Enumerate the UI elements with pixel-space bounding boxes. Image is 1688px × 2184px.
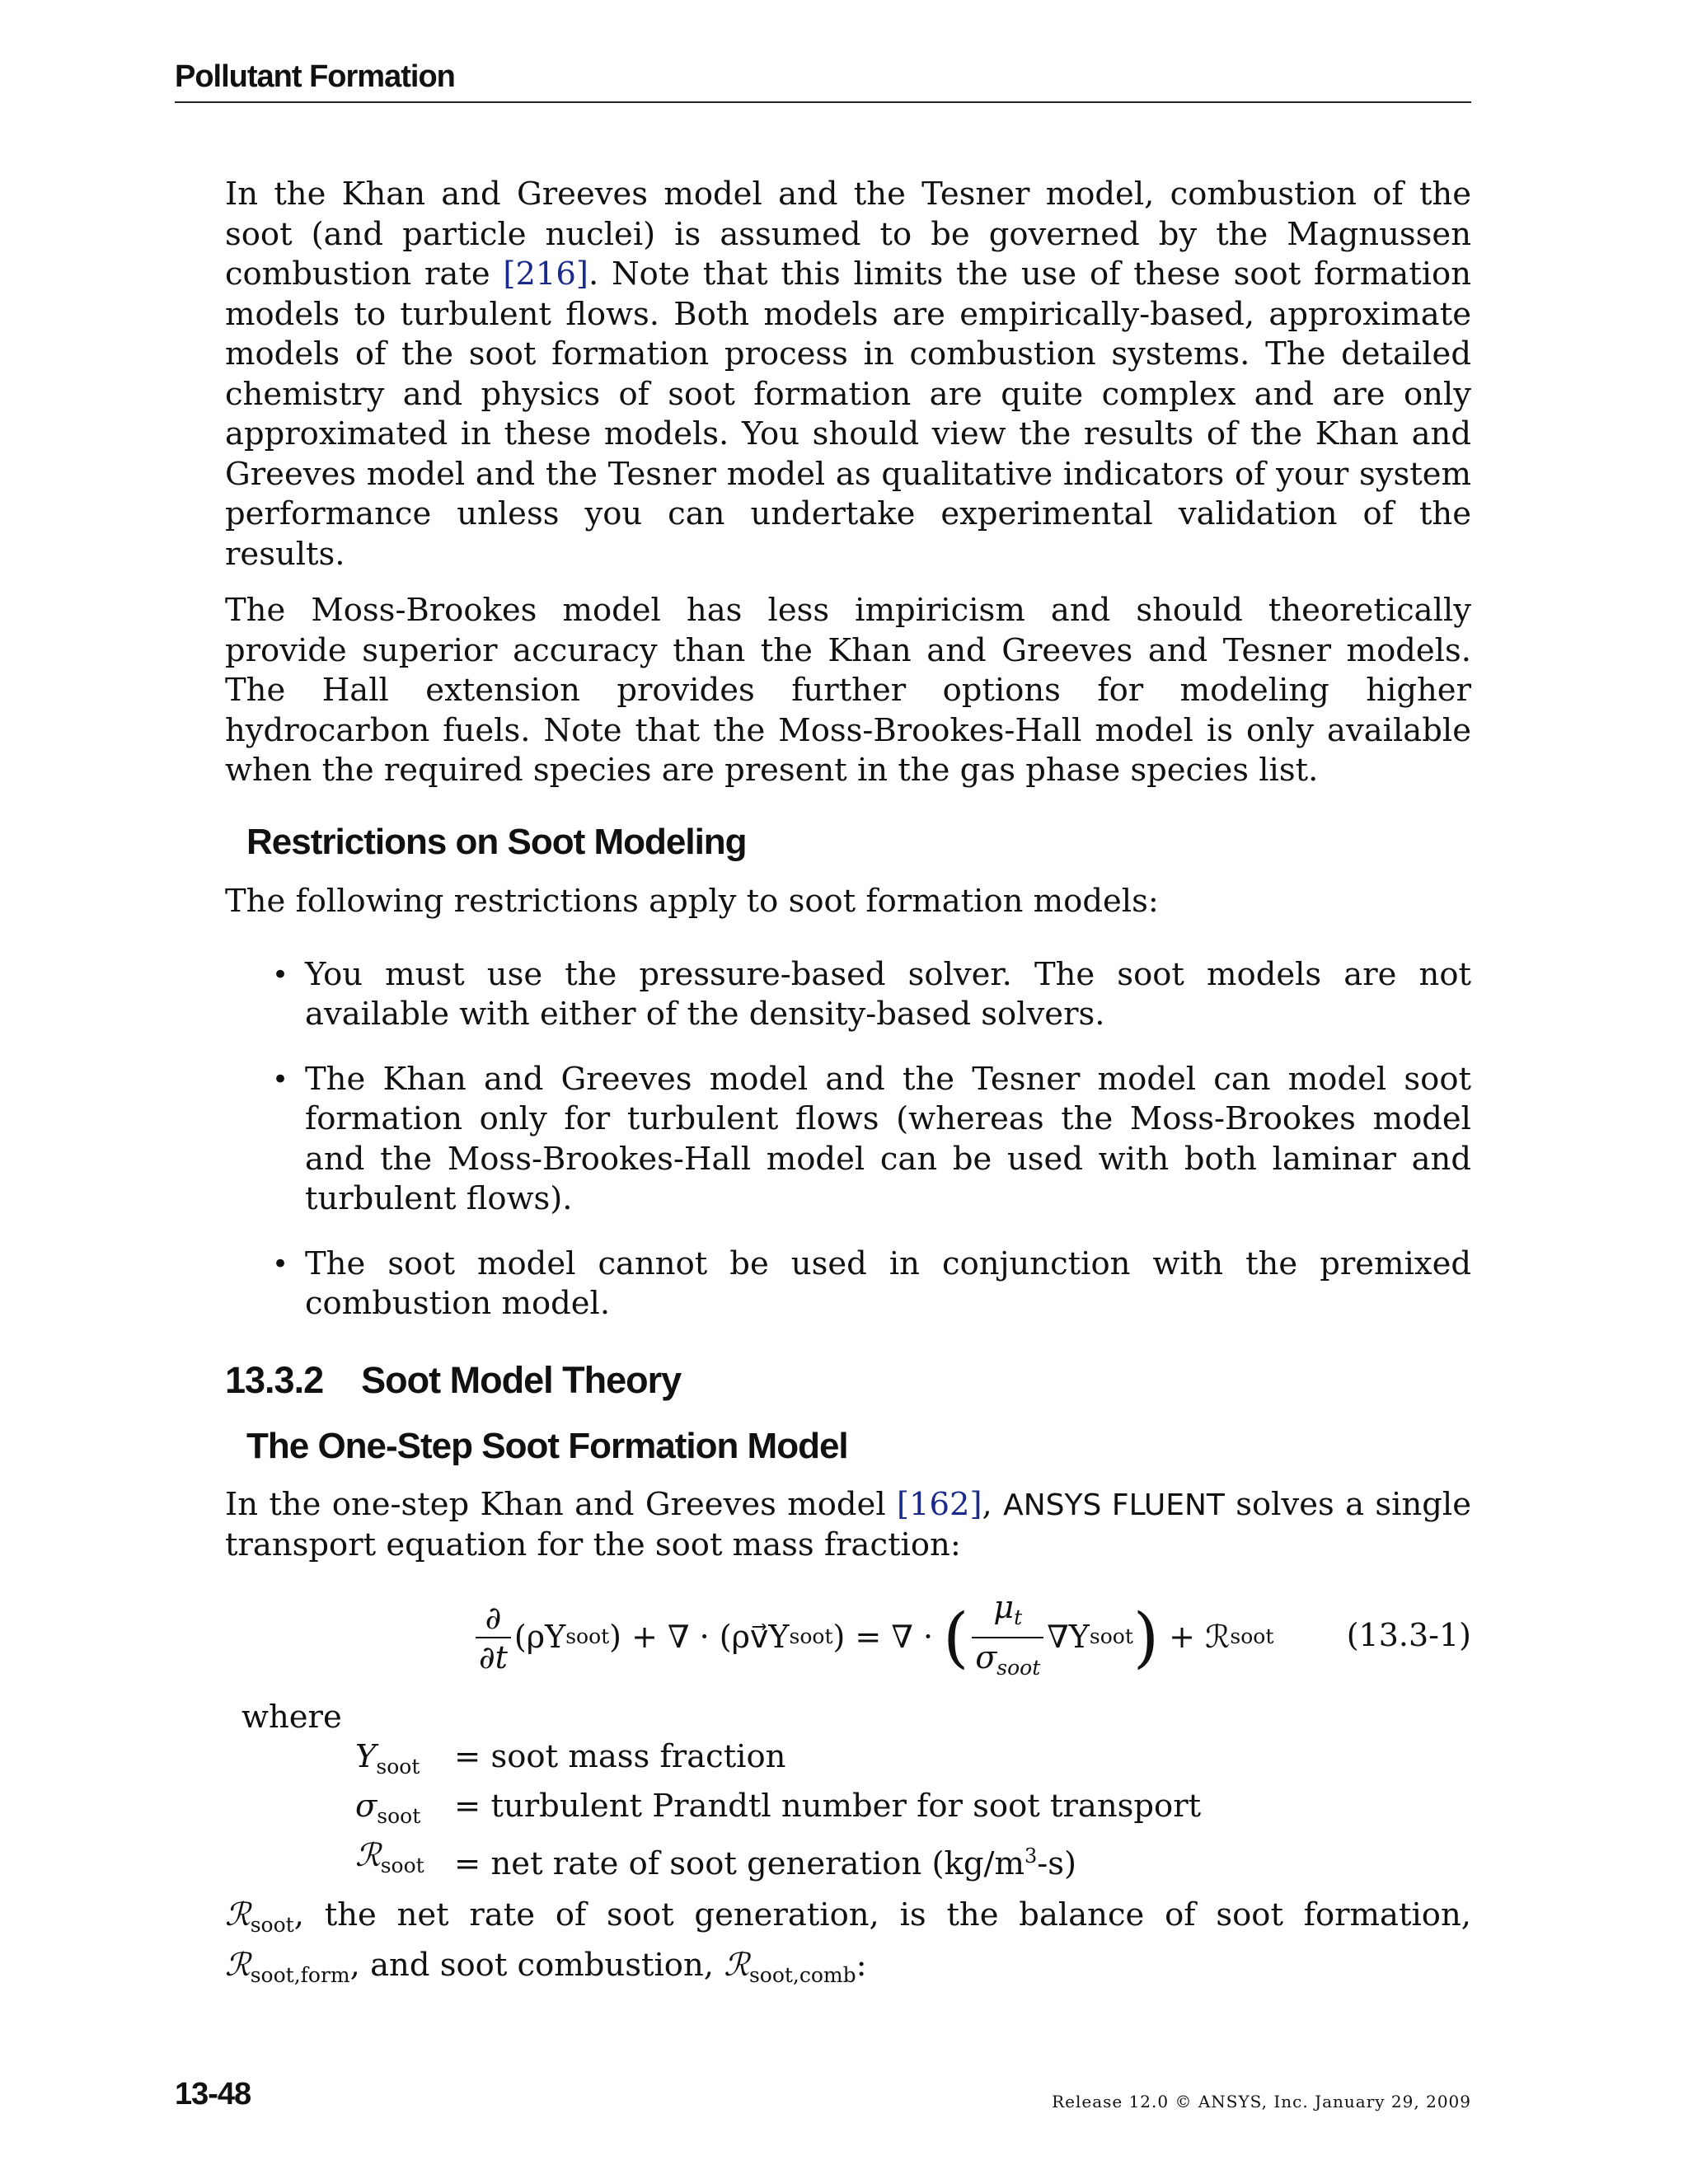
product-name: ANSYS FLUENT [1003,1488,1225,1522]
sub-soot-form: soot,form [250,1962,350,1987]
close-paren: ) [832,1619,846,1656]
symbol [355,1836,454,1886]
big-right-paren: ) [1132,1598,1160,1675]
equals-divergence: = ∇ · [845,1619,944,1656]
intro-paragraph-2: The Moss-Brookes model has less impiricism and should theoretically provide superior accuracy than the Khan and Greeves and Tesner models. The Hall extension provides further options for modeling higher hydrocarbon fuels. Note that the Moss-Brookes-Hall model is only available when the required species are present in the gas phase species list. [225,592,1471,789]
restrictions-heading: Restrictions on Soot Modeling [246,821,747,862]
sub-soot: soot [376,1755,420,1779]
list-item [225,1244,1471,1324]
closing-text-cont: , and soot combustion, [349,1946,724,1984]
sub-t: t [1014,1605,1023,1629]
list-item [225,1060,1471,1220]
list-item-text: You must use the pressure-based solver. The soot models are not available with either of the density-based solvers. [305,955,1471,1033]
close-paren: ) [609,1619,621,1656]
mu-symbol: μ [993,1588,1015,1625]
citation-link-162[interactable]: [162] [896,1485,982,1523]
closing-text: , the net rate of soot generation, is the balance of soot formation, [293,1896,1471,1933]
sub-soot: soot [789,1624,833,1649]
separator: , [982,1485,1004,1523]
mu-t [990,1588,1025,1637]
bullet-icon: • [272,958,289,991]
equation-13-3-1 [225,1584,1471,1691]
header-rule [175,101,1471,103]
where-label: where [241,1698,342,1736]
running-title: Pollutant Formation [175,59,455,94]
symbol-sigma: σ [355,1788,377,1825]
divergence-term: + ∇ · (ρv⃗Y [621,1619,790,1656]
equation-number: (13.3-1) [1346,1616,1471,1653]
sub-soot: soot [565,1624,610,1649]
symbol-r: ℛ [724,1946,749,1984]
definition-text: = net rate of soot generation (kg/m [454,1844,1025,1882]
closing-paragraph [225,1896,1471,1995]
symbol [355,1787,454,1836]
superscript-3: 3 [1024,1844,1038,1868]
partial-derivative [476,1599,511,1676]
sub-soot: soot [1230,1624,1274,1649]
symbol [355,1737,454,1787]
definition: = turbulent Prandtl number for soot transport [454,1788,1202,1825]
one-step-heading: The One-Step Soot Formation Model [246,1426,848,1466]
partial-t: ∂t [476,1637,511,1676]
section-number: 13.3.2 [225,1358,324,1401]
restrictions-lead: The following restrictions apply to soot formation models: [225,883,1159,920]
definition-text-cont: -s) [1037,1844,1077,1882]
sigma-soot [972,1637,1043,1687]
definition: = soot mass fraction [454,1738,786,1775]
list-item-text: The soot model cannot be used in conjunction with the premixed combustion model. [305,1244,1471,1322]
symbol-r: ℛ [355,1837,381,1874]
one-step-paragraph [225,1485,1471,1566]
section-title: Soot Model Theory [361,1358,682,1401]
bullet-icon: • [272,1062,289,1096]
sub-soot: soot [996,1655,1041,1680]
page-number: 13-48 [175,2077,251,2111]
page-body [225,175,1471,1995]
equation-body [472,1584,1273,1691]
bullet-icon: • [272,1247,289,1281]
definition-row [355,1836,1201,1886]
restrictions-list [225,955,1471,1324]
list-item [225,955,1471,1035]
sub-soot: soot [377,1804,421,1828]
citation-link-216[interactable]: [216] [503,255,588,293]
definition-row [355,1737,1201,1787]
intro-text: In the Khan and Greeves model and the Tesner model, combustion of the soot (and particle nuclei) is assumed to be governed by the Magnussen combustion rate [225,176,1471,293]
section-heading [225,1358,1471,1401]
closing-colon: : [856,1946,867,1984]
release-info: Release 12.0 © ANSYS, Inc. January 29, 2009 [1052,2092,1471,2111]
definition-row [355,1787,1201,1836]
rho-y-term: (ρY [513,1619,566,1656]
symbol-definitions [355,1737,1201,1886]
big-left-paren: ( [943,1598,969,1675]
partial-symbol: ∂ [485,1599,502,1636]
sigma-symbol: σ [975,1638,997,1675]
intro-paragraph-1 [225,175,1471,574]
viscosity-fraction [972,1588,1043,1687]
one-step-text-cont: solves a single transport equation for the soot mass fraction: [225,1485,1471,1563]
symbol-r: ℛ [225,1896,251,1933]
symbol-r: ℛ [225,1946,251,1984]
sub-soot-comb: soot,comb [748,1962,856,1987]
source-term: + ℛ [1159,1619,1231,1656]
sub-soot: soot [1089,1624,1133,1649]
intro-text-cont: . Note that this limits the use of these soot formation models to turbulent flows. Both models are empirically-based, approximate models of the soot formation process in combustion systems. The detailed chemistry and physics of soot formation are quite complex and are only approximated in these models. You should view the results of the Khan and Greeves model and the Tesner model as qualitative indicators of your system performance unless you can undertake experimental validation of the results. [225,255,1472,573]
list-item-text: The Khan and Greeves model and the Tesner model can model soot formation only for turbulent flows (whereas the Moss-Brookes model and the Moss-Brookes-Hall model can be used with both laminar and turbulent flows). [305,1060,1471,1217]
gradient-y: ∇Y [1047,1619,1090,1656]
one-step-text: In the one-step Khan and Greeves model [225,1485,897,1523]
sub-soot: soot [380,1854,424,1877]
definition [454,1836,1201,1886]
sub-soot: soot [250,1913,294,1937]
symbol-y: Y [355,1738,377,1775]
